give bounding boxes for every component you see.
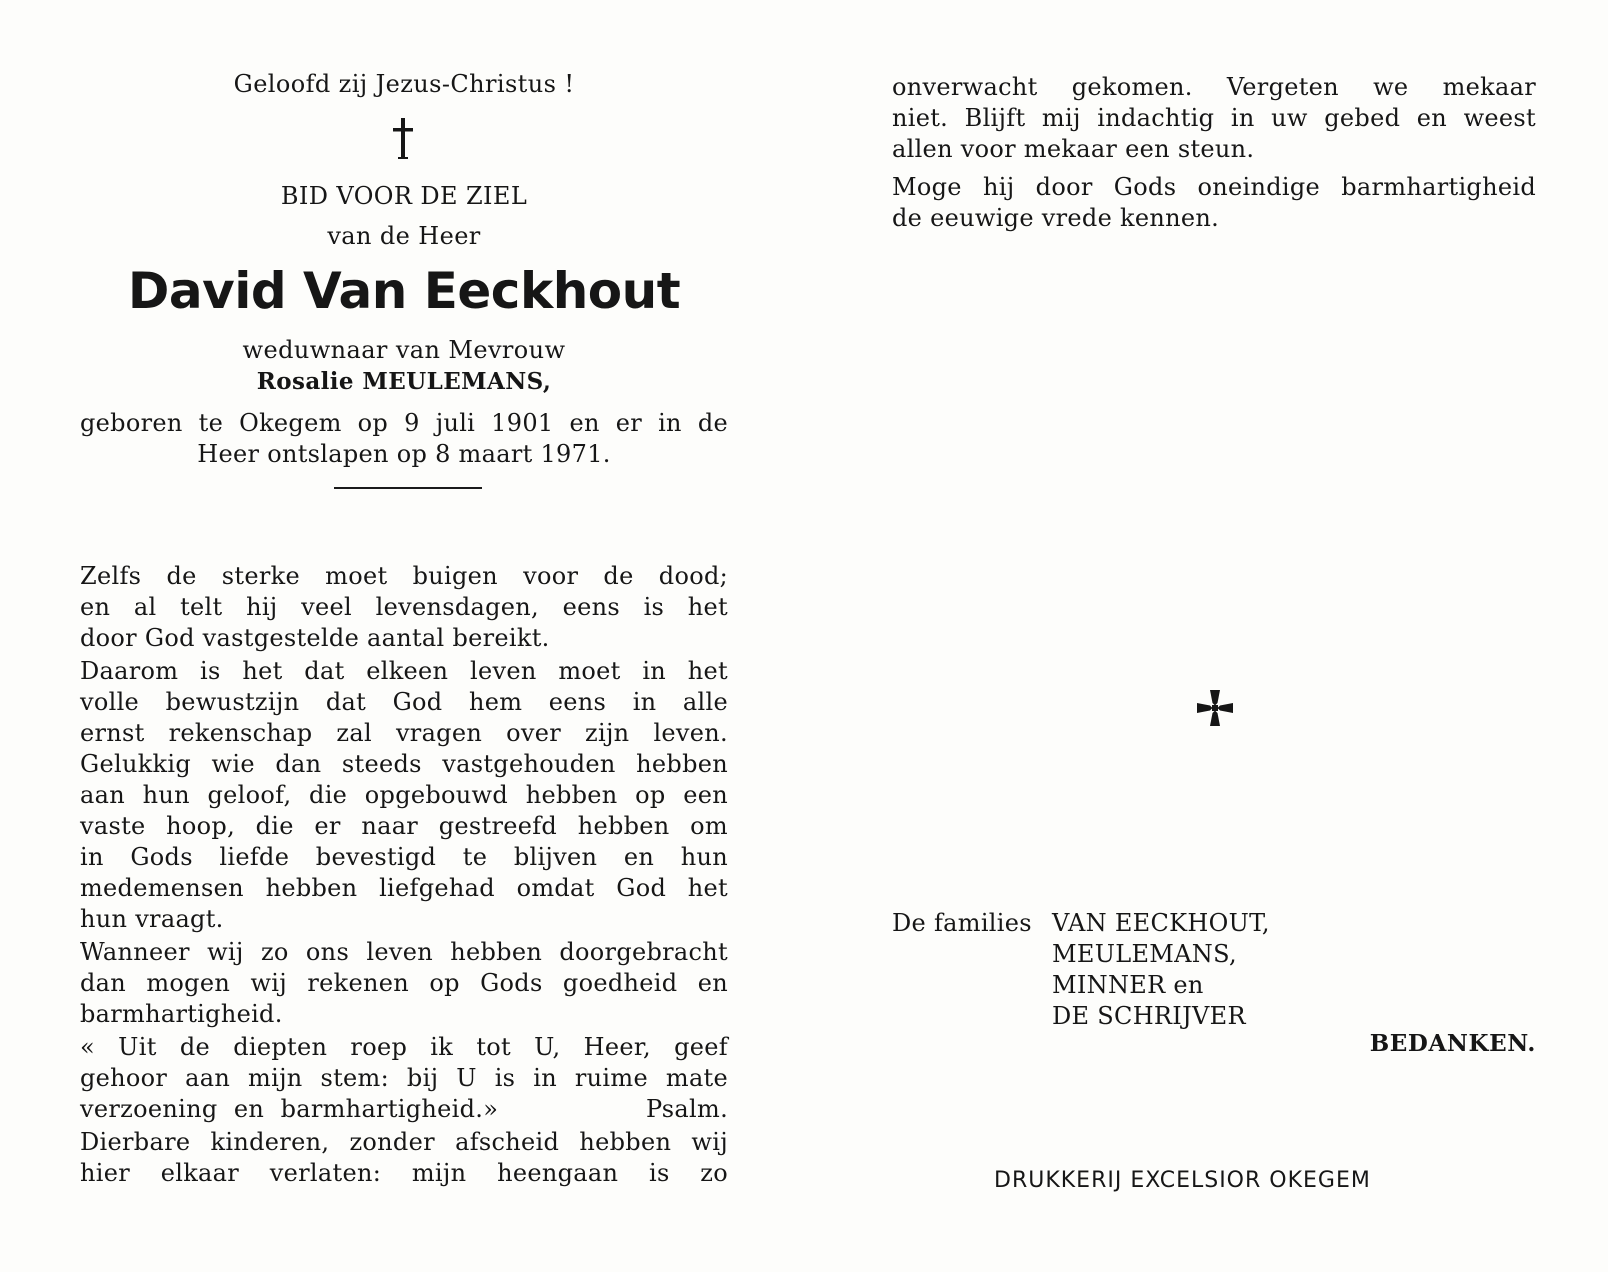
text-line: Moge hij door Gods oneindige barmhartigheid bbox=[892, 173, 1536, 201]
text-line: in Gods liefde bevestigd te blijven en hun bbox=[80, 843, 728, 871]
text-line: Gelukkig wie dan steeds vastgehouden hebben bbox=[80, 750, 728, 778]
text-line: Wanneer wij zo ons leven hebben doorgebracht bbox=[80, 938, 728, 966]
dates-line: geboren te Okegem op 9 juli 1901 en er in de bbox=[80, 409, 728, 437]
text-paragraph bbox=[892, 172, 1536, 234]
text-line: onverwacht gekomen. Vergeten we mekaar bbox=[892, 73, 1536, 101]
family-name: MEULEMANS, bbox=[1052, 940, 1237, 968]
families-lead: De families bbox=[892, 909, 1032, 937]
text-line: medemensen hebben liefgehad omdat God het bbox=[80, 874, 728, 902]
text-line: niet. Blijft mij indachtig in uw gebed en weest bbox=[892, 104, 1536, 132]
text-paragraph bbox=[80, 1032, 728, 1125]
text-line: verzoening en barmhartigheid.» Psalm. bbox=[80, 1095, 728, 1123]
text-line: de eeuwige vrede kennen. bbox=[892, 204, 1220, 232]
family-name: DE SCHRIJVER bbox=[1052, 1002, 1246, 1030]
text-line: « Uit de diepten roep ik tot U, Heer, geef bbox=[80, 1033, 728, 1061]
spouse-name: Rosalie MEULEMANS, bbox=[256, 368, 552, 395]
cross-container bbox=[80, 116, 728, 162]
divider bbox=[334, 487, 482, 489]
invocation: Geloofd zij Jezus-Christus ! bbox=[233, 70, 575, 98]
text-paragraph bbox=[80, 937, 728, 1030]
text-line: Daarom is het dat elkeen leven moet in het bbox=[80, 657, 728, 685]
dates-line: Heer ontslapen op 8 maart 1971. bbox=[197, 440, 611, 468]
text-line: ernst rekenschap zal vragen over zijn leven. bbox=[80, 719, 728, 747]
text-line: barmhartigheid. bbox=[80, 1000, 283, 1028]
text-line: Zelfs de sterke moet buigen voor de dood; bbox=[80, 562, 728, 590]
text-line: volle bewustzijn dat God hem eens in alle bbox=[80, 688, 728, 716]
text-line: gehoor aan mijn stem: bij U is in ruime mate bbox=[80, 1064, 728, 1092]
text-line: dan mogen wij rekenen op Gods goedheid en bbox=[80, 969, 728, 997]
family-name: MINNER en bbox=[1052, 971, 1204, 999]
family-name: VAN EECKHOUT, bbox=[1052, 909, 1270, 937]
text-line: hun vraagt. bbox=[80, 905, 224, 933]
printer-credit: DRUKKERIJ EXCELSIOR OKEGEM bbox=[994, 1168, 1371, 1193]
text-line: en al telt hij veel levensdagen, eens is het bbox=[80, 593, 728, 621]
prayer-heading: BID VOOR DE ZIEL bbox=[280, 182, 528, 210]
text-paragraph bbox=[80, 1127, 728, 1189]
text-paragraph bbox=[80, 656, 728, 935]
latin-cross-icon bbox=[390, 116, 416, 160]
text-line: door God vastgestelde aantal bereikt. bbox=[80, 624, 550, 652]
text-line: Dierbare kinderen, zonder afscheid hebben wij bbox=[80, 1128, 728, 1156]
deceased-name: David Van Eeckhout bbox=[127, 262, 681, 320]
text-line: vaste hoop, die er naar gestreefd hebben om bbox=[80, 812, 728, 840]
text-line: hier elkaar verlaten: mijn heengaan is zo bbox=[80, 1159, 728, 1187]
text-line: aan hun geloof, die opgebouwd hebben op een bbox=[80, 781, 728, 809]
widower-of: weduwnaar van Mevrouw bbox=[242, 336, 566, 364]
iron-cross-icon bbox=[1197, 690, 1233, 726]
text-line: allen voor mekaar een steun. bbox=[892, 135, 1255, 163]
left-text-body bbox=[80, 561, 728, 1189]
text-paragraph bbox=[80, 561, 728, 654]
thanks: BEDANKEN. bbox=[1369, 1030, 1536, 1057]
right-text-body bbox=[892, 72, 1536, 234]
text-paragraph bbox=[892, 72, 1536, 165]
family-names bbox=[1052, 908, 1270, 1032]
of-the-lord: van de Heer bbox=[327, 222, 481, 250]
birth-death-dates bbox=[80, 408, 728, 470]
